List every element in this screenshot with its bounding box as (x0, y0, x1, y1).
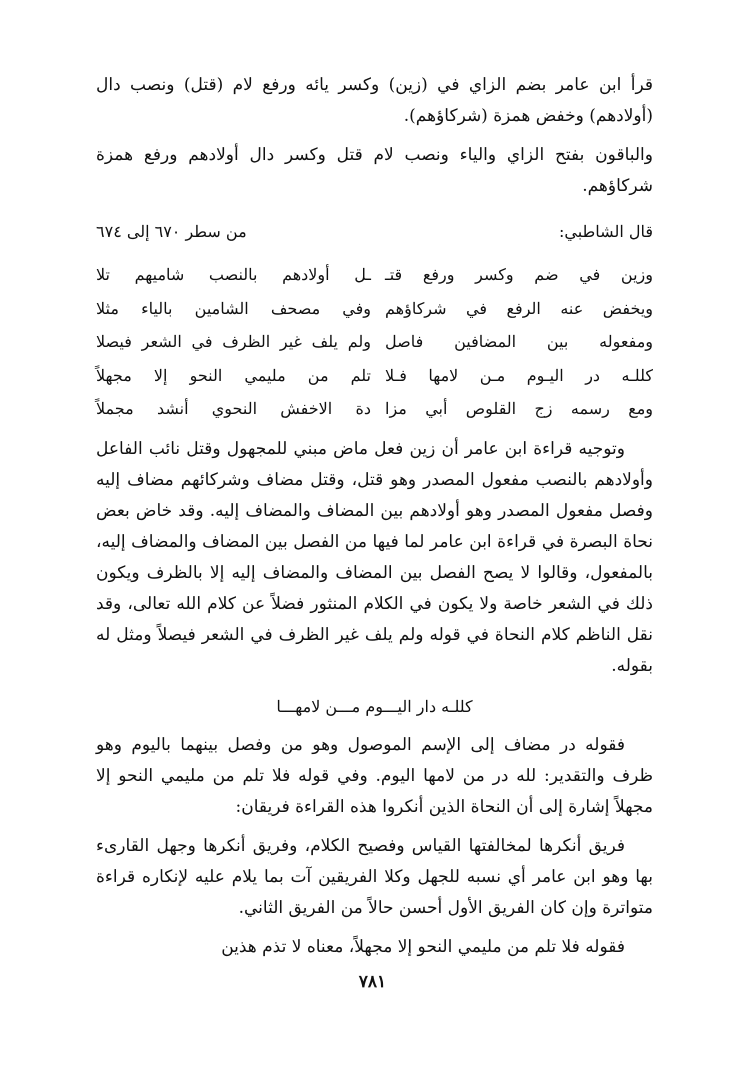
paragraph-ibn-amer-reading: قرأ ابن عامر بضم الزاي في (زين) وكسر يائه ورفع لام (قتل) ونصب دال (أولادهم) وخفض همزة (شركاؤهم). (96, 75, 653, 126)
poem (96, 258, 653, 426)
verse (96, 392, 653, 426)
paragraph-explanation: وتوجيه قراءة ابن عامر أن زين فعل ماض مبني للمجهول وقتل نائب الفاعل وأولادهم بالنصب مفعول المصدر وهو قتل، وقتل مضاف وشركائهم مضاف إليه وفصل مفعول المصدر وهو أولادهم بين المضاف والمضاف إليه. وقد خاض بعض نحاة البصرة في قراءة ابن عامر لما فيها من الفصل بين المضاف والمضاف إليه، بالمفعول، وقالوا لا يصح الفصل بين المضاف والمضاف إليه إلا بالظرف ويكون ذلك في الشعر خاصة ولا يكون في الكلام المنثور فضلاً عن كلام الله تعالى، وقد نقل الناظم كلام النحاة في قوله ولم يلف غير الظرف في الشعر فيصلاً ومثل له بقوله. (96, 438, 653, 676)
verse (96, 292, 653, 326)
paragraph-meaning: فقوله فلا تلم من مليمي النحو إلا مجهلاً، معناه لا تذم هذين (221, 936, 625, 957)
verse-first-hemistich: وزين في ضم وكسر ورفع قتـ (385, 265, 653, 284)
quoted-hemistich: كللـه دار اليـــوم مـــن لامهـــا (276, 696, 473, 716)
verse (96, 258, 653, 292)
page-body (96, 70, 653, 963)
verse-first-hemistich: ومفعوله بين المضافين فاصل (385, 332, 653, 351)
paragraph-analysis: فقوله در مضاف إلى الإسم الموصول وهو من وفصل بينهما باليوم وهو ظرف والتقدير: لله در من لامها اليوم. وفي قوله فلا تلم من مليمي النحو إلا مجهلاً إشارة إلى أن النحاة الذين أنكروا هذه القراءة فريقان: (96, 734, 653, 817)
verse-second-hemistich: وفي مصحف الشامين بالياء مثلا (96, 298, 371, 318)
verse (96, 359, 653, 393)
paragraph-others-reading: والباقون بفتح الزاي والياء ونصب لام قتل وكسر دال أولادهم ورفع همزة شركاؤهم. (96, 145, 653, 196)
verse-second-hemistich: ولم يلف غير الظرف في الشعر فيصلا (96, 332, 371, 351)
line-range: من سطر ٦٧٠ إلى ٦٧٤ (96, 222, 247, 241)
poem-header (96, 218, 653, 246)
verse-second-hemistich: دة الاخفش النحوي أنشد مجملاً (96, 399, 371, 418)
verse-second-hemistich: ـل أولادهم بالنصب شاميهم تلا (96, 265, 371, 284)
paragraph-two-groups: فريق أنكرها لمخالفتها القياس وفصيح الكلام، وفريق أنكرها وجهل القارىء بها وهو ابن عامر أي نسبه للجهل وكلا الفريقين آت بما يلام عليه لإنكاره قراءة متواترة وإن كان الفريق الأول أحسن حالاً من الفريق الثاني. (96, 835, 653, 918)
verse-first-hemistich: ويخفض عنه الرفع في شركاؤهم (385, 298, 653, 318)
verse-second-hemistich: تلم من مليمي النحو إلا مجهلاً (96, 365, 371, 385)
verse (96, 325, 653, 359)
verse-first-hemistich: ومع رسمه زج القلوص أبي مزا (385, 399, 653, 418)
verse-first-hemistich: كللـه در اليـوم مـن لامها فـلا (385, 365, 653, 385)
page-number: ٧٨١ (358, 972, 387, 992)
shatibi-label: قال الشاطبي: (559, 222, 653, 241)
